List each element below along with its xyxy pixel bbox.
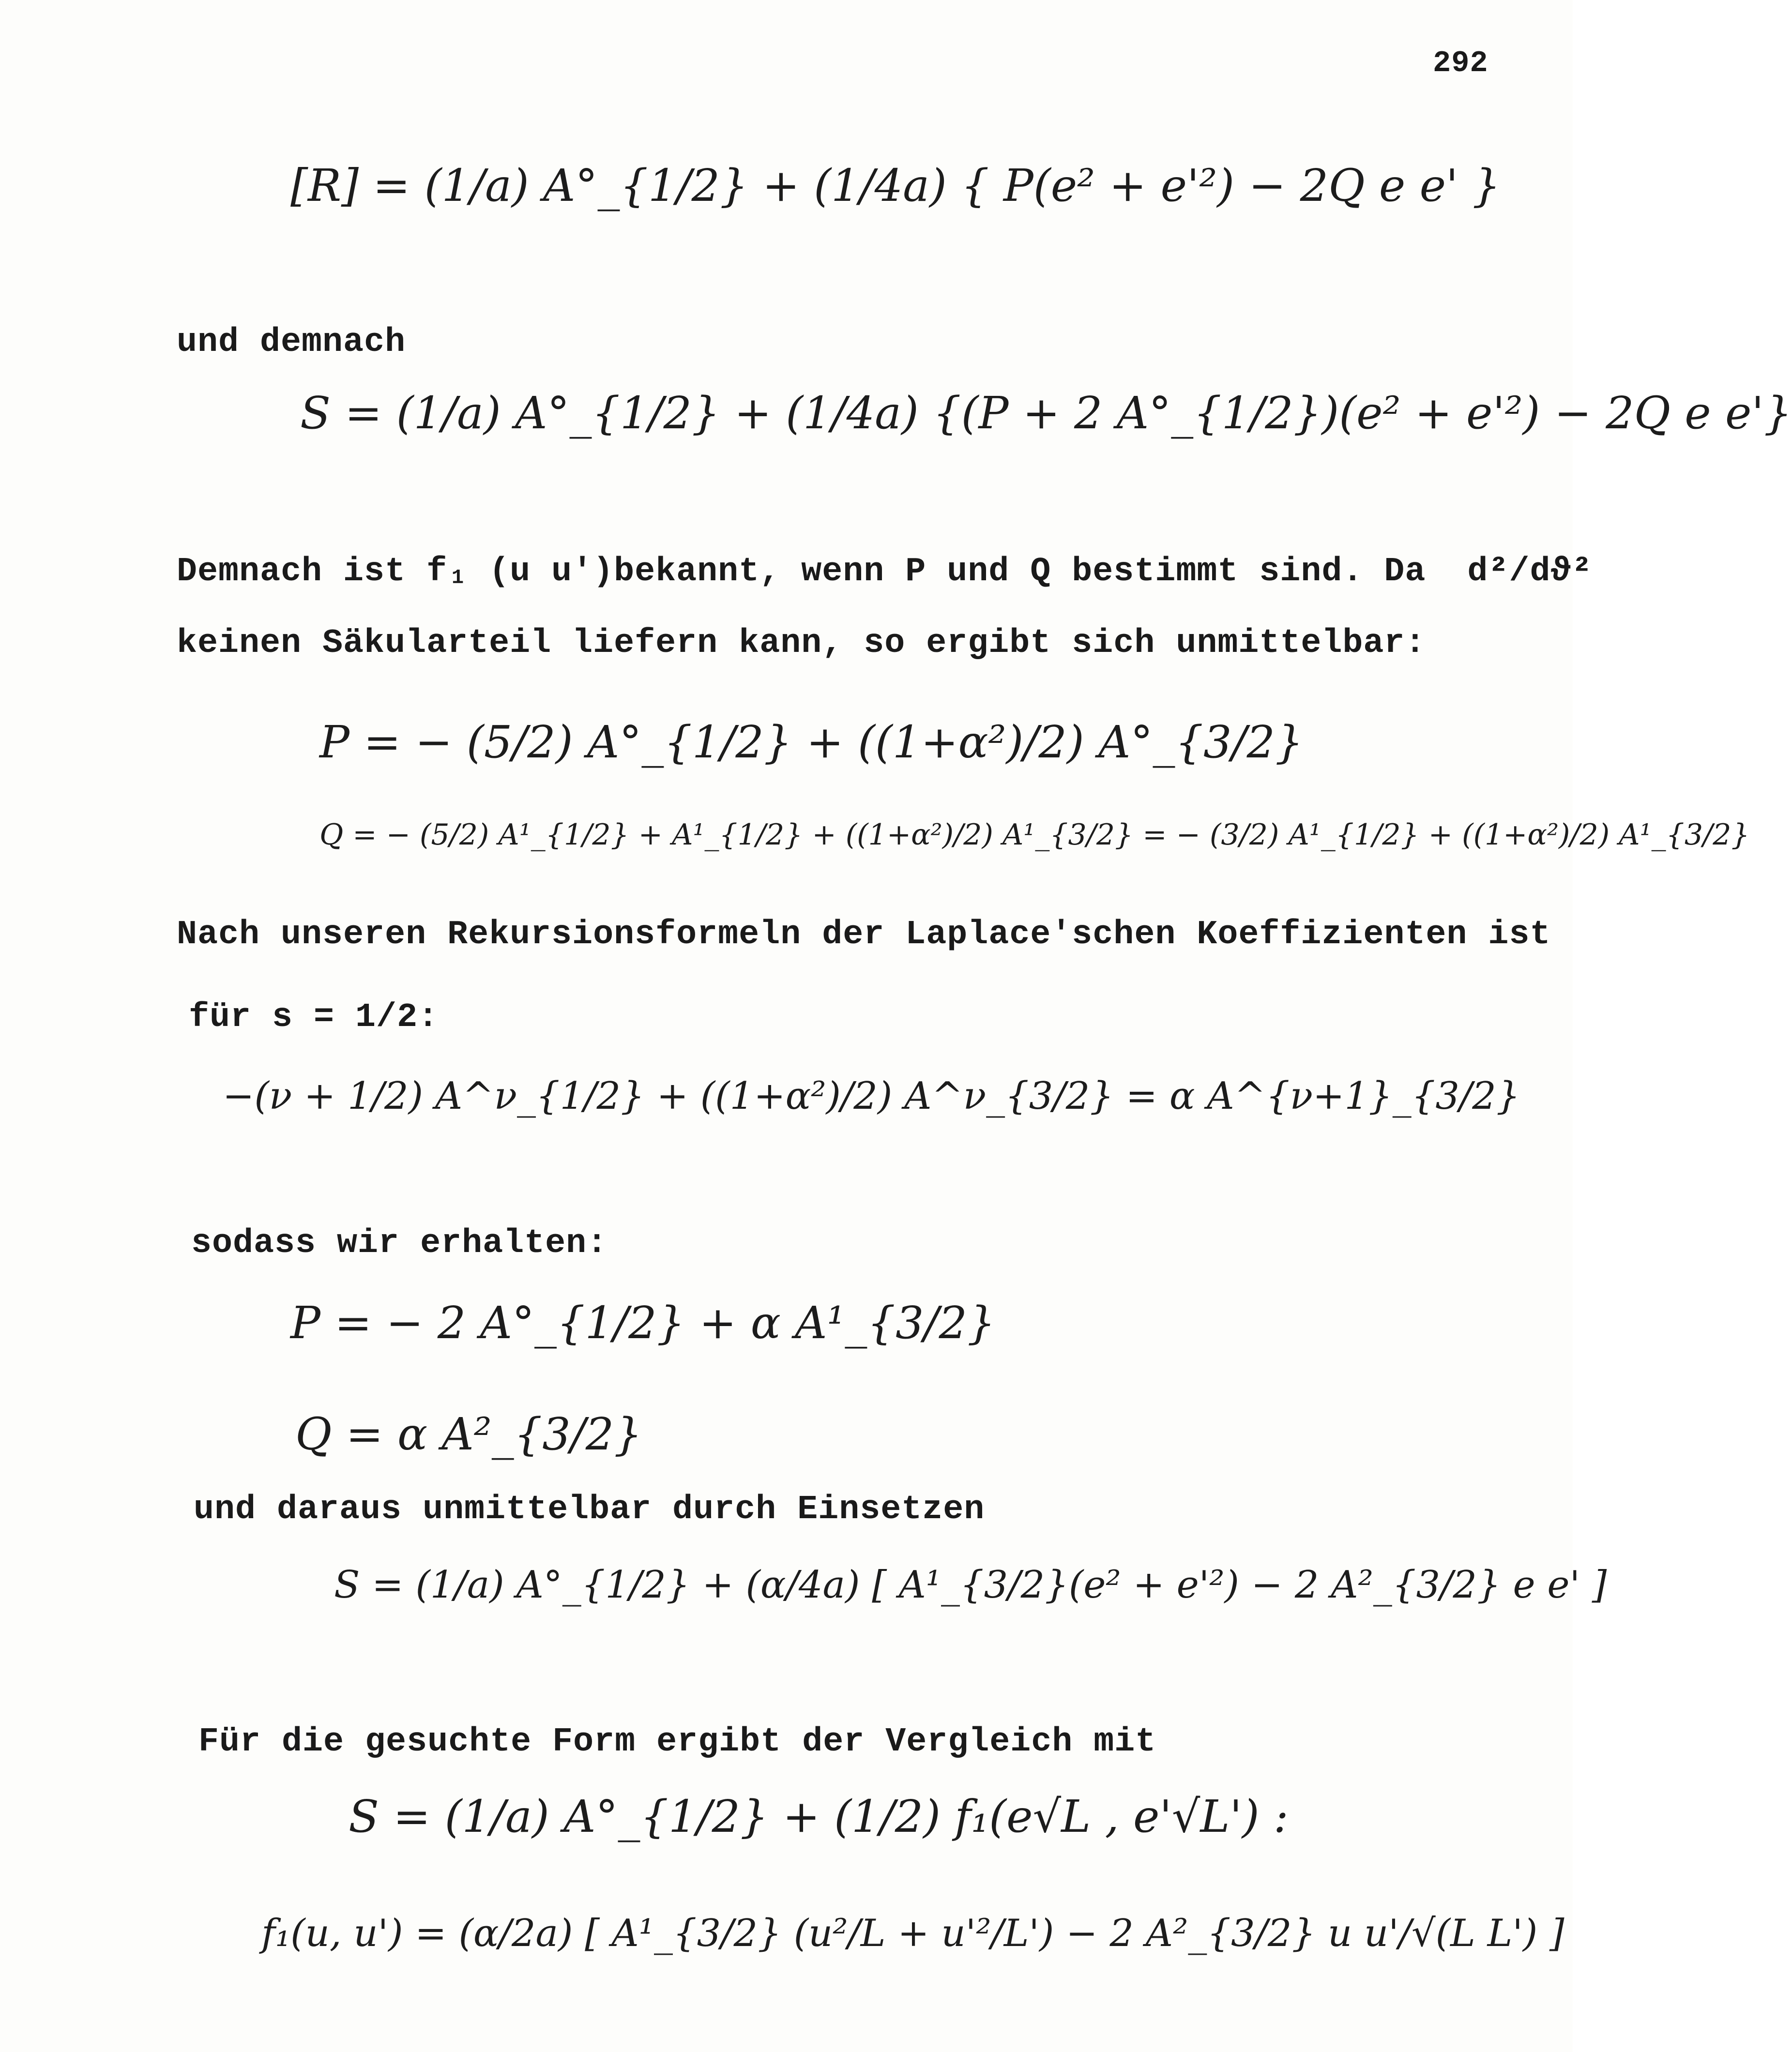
formula-recursion: −(ν + 1/2) A^ν_{1/2} + ((1+α²)/2) A^ν_{3/2} = α A^{ν+1}_{3/2} — [223, 1074, 1520, 1118]
text-line: sodass wir erhalten: — [191, 1224, 608, 1263]
formula-s-second: S = (1/a) A°_{1/2} + (α/4a) [ A¹_{3/2}(e² + e'²) − 2 A²_{3/2} e e' ] — [334, 1563, 1607, 1607]
text-line: keinen Säkularteil liefern kann, so ergibt sich unmittelbar: — [177, 624, 1426, 663]
formula-s-third: S = (1/a) A°_{1/2} + (1/2) f₁(e√L , e'√L') : — [349, 1791, 1289, 1842]
formula-r-bracket: [R] = (1/a) A°_{1/2} + (1/4a) { P(e² + e'²) − 2Q e e' } — [290, 160, 1501, 211]
text-line: und daraus unmittelbar durch Einsetzen — [194, 1491, 985, 1529]
formula-f1: f₁(u, u') = (α/2a) [ A¹_{3/2} (u²/L + u'²/L') − 2 A²_{3/2} u u'/√(L L') ] — [261, 1912, 1564, 1955]
formula-q-first: Q = − (5/2) A¹_{1/2} + A¹_{1/2} + ((1+α²)/2) A¹_{3/2} = − (3/2) A¹_{1/2} + ((1+α²)/2) A¹_{3/2} — [319, 818, 1750, 852]
text-line: für s = 1/2: — [189, 998, 439, 1037]
text-line: Für die gesuchte Form ergibt der Vergleich mit — [198, 1723, 1156, 1761]
formula-p-first: P = − (5/2) A°_{1/2} + ((1+α²)/2) A°_{3/2} — [319, 716, 1304, 768]
formula-p-second: P = − 2 A°_{1/2} + α A¹_{3/2} — [290, 1297, 996, 1349]
text-line: und demnach — [177, 323, 406, 362]
page-number: 292 — [1433, 46, 1488, 80]
text-line: Nach unseren Rekursionsformeln der Laplace'schen Koeffizienten ist — [177, 916, 1551, 954]
formula-s-first: S = (1/a) A°_{1/2} + (1/4a) {(P + 2 A°_{1/2})(e² + e'²) − 2Q e e'} — [300, 387, 1792, 439]
formula-q-second: Q = α A²_{3/2} — [295, 1408, 642, 1460]
text-line: Demnach ist f₁ (u u')bekannt, wenn P und Q bestimmt sind. Da d²/dϑ² — [177, 553, 1593, 591]
